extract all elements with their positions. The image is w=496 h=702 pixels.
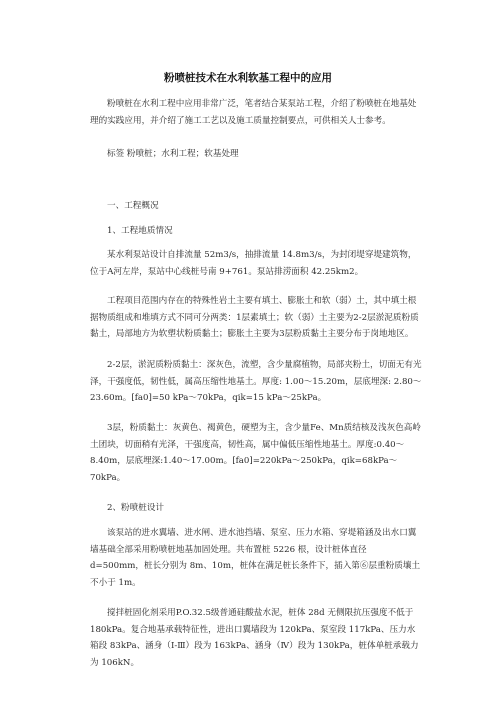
- keywords-line: 标签 粉喷桩；水利工程；软基处理: [107, 149, 239, 159]
- subsection-heading: 2、粉喷桩设计: [107, 503, 165, 513]
- document-title: 粉喷桩技术在水利软基工程中的应用: [164, 72, 332, 84]
- body-paragraph: 工程项目范围内存在的特殊性岩土主要有填土、膨胀土和软（弱）土，其中填土根据物质组成和堆填方式不同可分两类：1层素填土；软（弱）土主要为2-2层淤泥质粉质黏土，局部地方为软塑状粉质黏土；膨胀土主要为3层粉质黏土主要分布于岗地地区。: [90, 296, 419, 339]
- section-heading: 一、工程概况: [107, 201, 159, 211]
- subsection-heading: 1、工程地质情况: [107, 226, 173, 236]
- body-paragraph: 某水利泵站设计自排流量 52m3/s，抽排流量 14.8m3/s，为封闭堤穿堤建筑物，位于A河左岸，泵站中心线桩号南 9+761。泵站排涝面积 42.25km2。: [90, 250, 417, 277]
- body-paragraph: 2-2层，淤泥质粉质黏土：深灰色，流塑，含少量腐植物，局部夹粉土，切面无有光泽，干强度低，韧性低，属高压缩性地基土。厚度: 1.00～15.20m，层底埋深: 2.80～23.60m。[fa0]=50 kPa～70kPa，qik=15 kPa～25kPa。: [90, 360, 422, 403]
- body-paragraph: 搅拌桩固化剂采用P.O.32.5级普通硅酸盐水泥，桩体 28d 无侧限抗压强度不低于 180kPa。复合地基承载特征性，进出口翼墙段为 120kPa、泵室段 117kPa、压力水箱段 83kPa、涵身（Ⅰ-Ⅲ）段为 163kPa、涵身（Ⅳ）段为 130kPa，桩体单桩承载力为 106kN。: [90, 608, 419, 668]
- abstract-paragraph: 粉喷桩在水利工程中应用非常广泛，笔者结合某泵站工程，介绍了粉喷桩在地基处理的实践应用，并介绍了施工工艺以及施工质量控制要点，可供相关人士参考。: [90, 99, 417, 126]
- body-paragraph: 该泵站的进水翼墙、进水闸、进水池挡墙、泵室、压力水箱、穿堤箱涵及出水口翼墙基础全部采用粉喷桩地基加固处理。共布置桩 5226 根，设计桩体直径 d=500mm，桩长分别为 8m、10m，桩体在满足桩长条件下，插入第⑥层重粉质壤土不小于 1m。: [90, 528, 421, 588]
- body-paragraph: 3层，粉质黏土：灰黄色、褐黄色，硬塑为主，含少量Fe、Mn质结核及浅灰色高岭土团块，切面稍有光泽，干强度高，韧性高，属中偏低压缩性地基土。厚度:0.40～8.40m，层底埋深:1.40～17.00m。[fa0]=220kPa～250kPa，qik=68kPa～70kPa。: [90, 423, 421, 483]
